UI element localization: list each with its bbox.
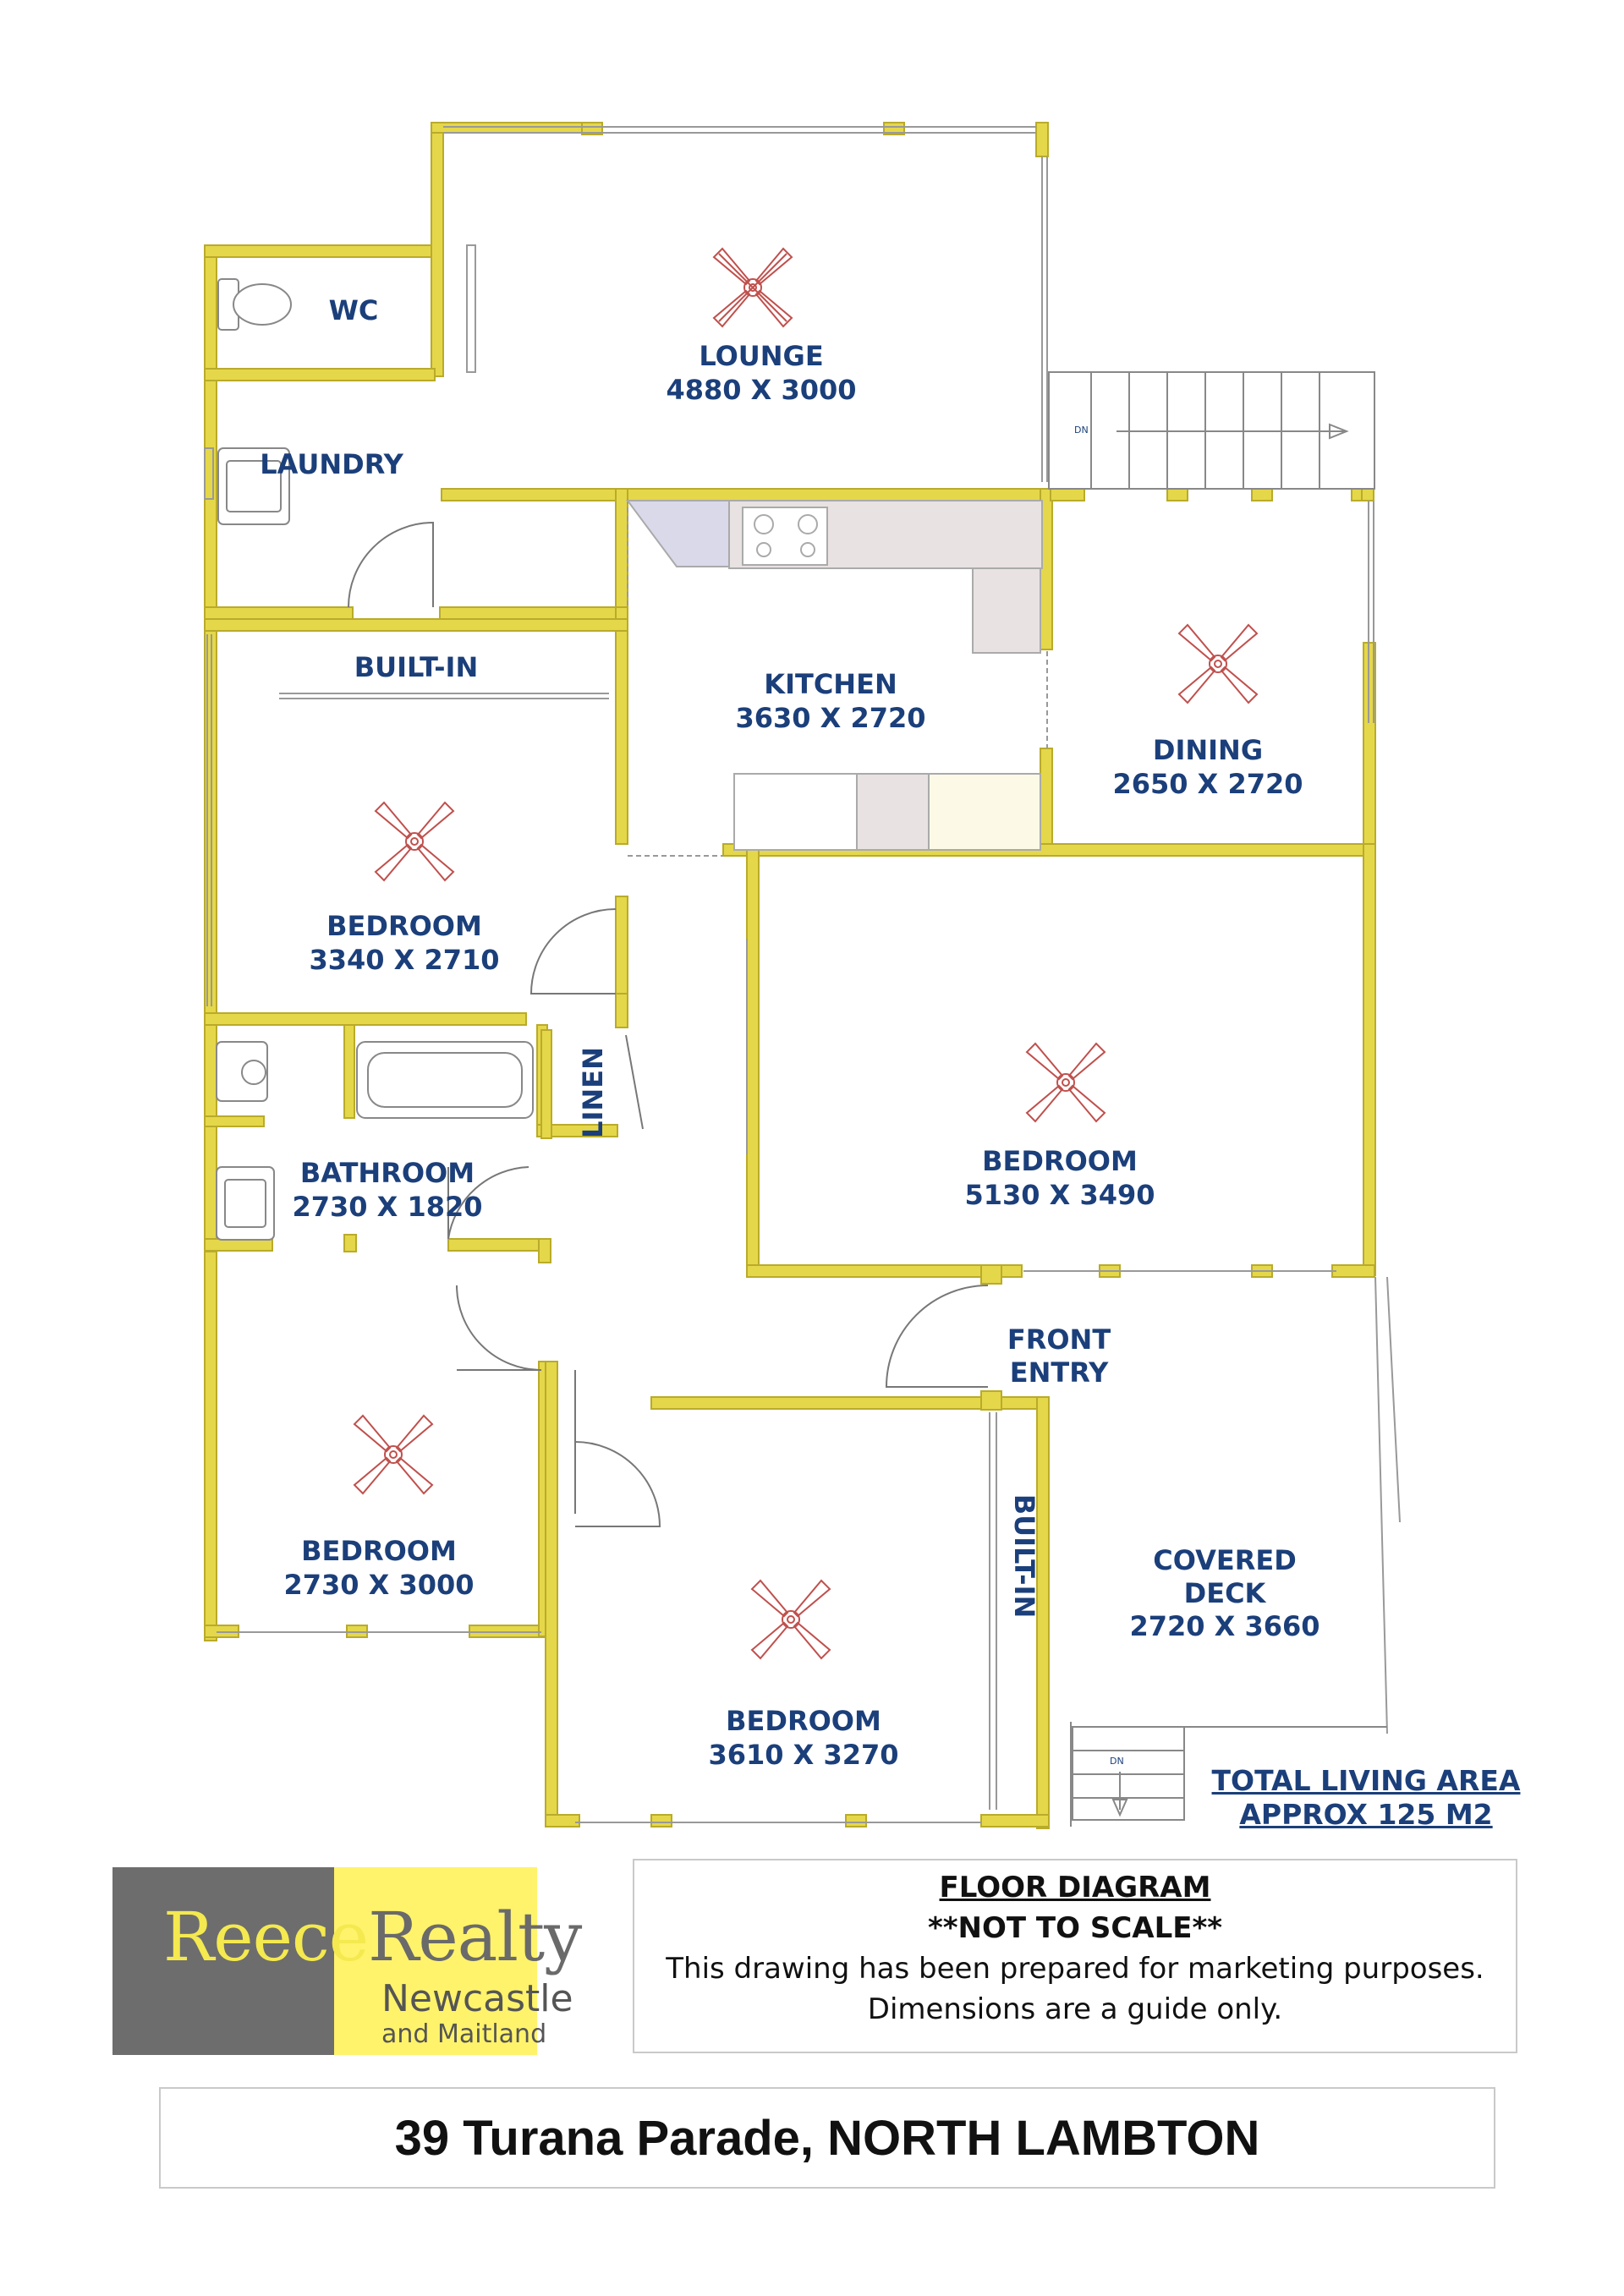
fan-bedroom2 (1027, 1044, 1105, 1121)
label-laundry: LAUNDRY (260, 448, 403, 480)
label-linen: LINEN (577, 1047, 609, 1138)
stairs-top-label: DN (1074, 425, 1089, 436)
total-area-line2: APPROX 125 M2 (1239, 1798, 1493, 1831)
label-covered-deck-1: COVERED (1153, 1544, 1297, 1576)
label-front-entry-1: FRONT (1007, 1323, 1111, 1356)
logo-sub1: Newcastle (381, 1977, 573, 2020)
reece-realty-logo (112, 1867, 590, 2055)
logo-brand-part1: Reece (163, 1898, 369, 1976)
label-dining-dims: 2650 X 2720 (1112, 768, 1303, 800)
label-bedroom1: BEDROOM (326, 910, 482, 942)
logo-brand-part2: Realty (368, 1898, 582, 1976)
property-address: 39 Turana Parade, NORTH LAMBTON (159, 2087, 1495, 2189)
label-kitchen-dims: 3630 X 2720 (735, 702, 926, 734)
label-wc: WC (328, 294, 379, 326)
label-bedroom4: BEDROOM (726, 1705, 881, 1737)
label-bedroom4-dims: 3610 X 3270 (708, 1739, 899, 1771)
disclaimer-line1: This drawing has been prepared for marketing purposes. (666, 1952, 1484, 1986)
total-area-line1: TOTAL LIVING AREA (1211, 1764, 1521, 1797)
logo-sub2: and Maitland (381, 2019, 547, 2049)
stairs-bottom-label: DN (1110, 1756, 1124, 1767)
disclaimer-title: FLOOR DIAGRAM (939, 1871, 1211, 1904)
bathtub (357, 1042, 533, 1118)
label-covered-deck-dims: 2720 X 3660 (1129, 1610, 1320, 1642)
bathroom-basin (217, 1042, 274, 1240)
label-builtin1: BUILT-IN (354, 651, 479, 683)
disclaimer-box (633, 1859, 1517, 2053)
label-bathroom-dims: 2730 X 1820 (292, 1191, 483, 1223)
disclaimer-line2: Dimensions are a guide only. (867, 1992, 1283, 2026)
label-dining: DINING (1152, 734, 1264, 766)
fan-lounge (714, 249, 792, 326)
label-lounge-dims: 4880 X 3000 (666, 374, 857, 406)
label-kitchen: KITCHEN (764, 668, 897, 700)
label-bathroom: BATHROOM (299, 1157, 475, 1189)
fan-bedroom1 (376, 803, 453, 880)
wc-toilet (218, 279, 291, 330)
label-bedroom3-dims: 2730 X 3000 (283, 1569, 475, 1601)
label-front-entry-2: ENTRY (1009, 1356, 1109, 1389)
label-bedroom2: BEDROOM (982, 1145, 1138, 1177)
disclaimer-warning: **NOT TO SCALE** (927, 1911, 1223, 1945)
label-covered-deck-2: DECK (1183, 1577, 1266, 1609)
total-living-area (1201, 1764, 1531, 1832)
logo-brand (163, 1898, 581, 1976)
fan-bedroom3 (354, 1416, 432, 1493)
stairs-bottom (1073, 1727, 1184, 1820)
fan-bedroom4 (752, 1581, 830, 1658)
label-lounge: LOUNGE (699, 340, 824, 372)
label-bedroom3: BEDROOM (301, 1535, 457, 1567)
label-bedroom2-dims: 5130 X 3490 (964, 1179, 1155, 1211)
label-bedroom1-dims: 3340 X 2710 (309, 944, 500, 976)
fan-dining (1179, 625, 1257, 703)
stairs-top (1049, 372, 1374, 489)
label-builtin2: BUILT-IN (1008, 1493, 1040, 1619)
